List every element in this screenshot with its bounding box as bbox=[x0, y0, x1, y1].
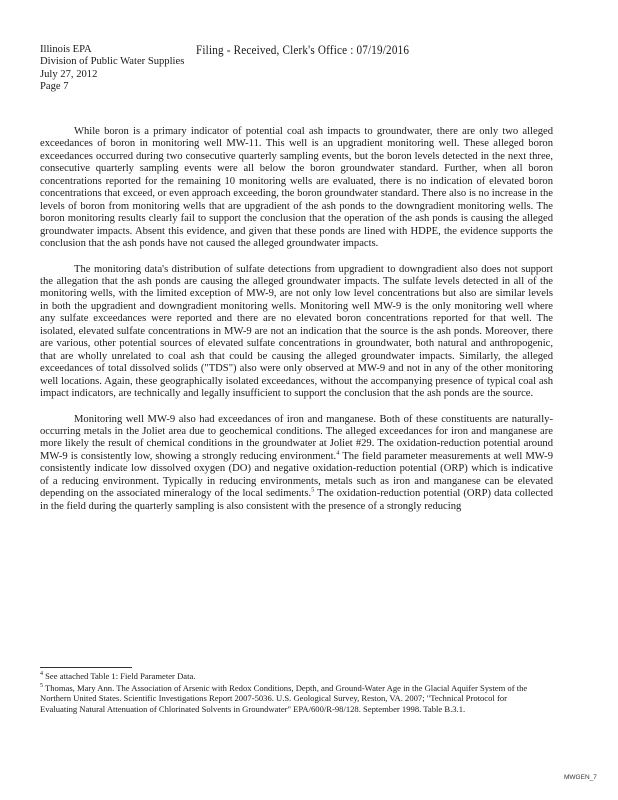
footnote bbox=[40, 683, 540, 715]
footnote-text: See attached Table 1: Field Parameter Data. bbox=[43, 671, 196, 681]
paragraph-text: The field parameter measurements at well MW-9 consistently indicate low dissolved oxygen (DO) and negative oxidation-reduction potential (ORP) which is indicative of a reducing environment. Typically in reducing environments, metals such as iron and manganese can be elevated depending on the associated mineralogy of the local sediments. bbox=[40, 450, 553, 500]
footnote-divider bbox=[40, 667, 132, 668]
footnotes bbox=[40, 671, 540, 715]
footnote-number: 4 bbox=[40, 671, 43, 678]
footnote-ref: 4 bbox=[336, 449, 340, 457]
footnote-ref: 5 bbox=[311, 486, 315, 494]
bates-number: MWGEN_7 bbox=[564, 774, 597, 781]
header-division: Division of Public Water Supplies bbox=[40, 56, 185, 68]
paragraph-iron-manganese bbox=[40, 414, 553, 514]
paragraph-text: The oxidation-reduction potential (ORP) data collected in the field during the quarterly sampling is also consistent with the presence of a strongly reducing bbox=[40, 488, 553, 512]
paragraph-text: Monitoring well MW-9 also had exceedances of iron and manganese. Both of these constituents are naturally-occurring metals in the Joliet area due to geochemical conditions. The alleged exceedances for iron and manganese are more likely the result of chemical conditions in the groundwater at Joliet #29. The oxidation-reduction potential around MW-9 is consistently low, showing a strongly reducing environment. bbox=[40, 413, 553, 462]
footnote bbox=[40, 671, 540, 682]
footnote-text: Thomas, Mary Ann. The Association of Arsenic with Redox Conditions, Depth, and Ground-Water Age in the Glacial Aquifer System of the Northern United States. Scientific Investigations Report 2007-5036. U.S. Geological Survey, Reston, VA. 2007; "Technical Protocol for Evaluating Natural Attenuation of Chlorinated Solvents in Groundwater" EPA/600/R-98/128. September 1998. Table B.3.1. bbox=[40, 682, 528, 714]
header-date: July 27, 2012 bbox=[40, 68, 98, 80]
letter-header bbox=[40, 44, 184, 94]
filing-stamp: Filing - Received, Clerk's Office : 07/19/2016 bbox=[196, 42, 410, 57]
header-agency: Illinois EPA bbox=[40, 44, 92, 55]
header-page-number: Page 7 bbox=[40, 81, 69, 93]
body-text bbox=[40, 126, 553, 526]
paragraph-boron: While boron is a primary indicator of potential coal ash impacts to groundwater, there are only two alleged exceedances of boron in monitoring well MW-11. This well is an upgradient monitoring well. These alleged boron exceedances occurred during two consecutive quarterly sampling events, but the boron levels detected in the next three, consecutive quarterly sampling events were all below the boron groundwater standard. Further, when all boron concentrations reported for the remaining 10 monitoring wells are evaluated, there is no indication of elevated boron concentrations that exceed, or even approach exceeding, the boron groundwater standard. There also is no increase in the levels of boron from monitoring wells that are upgradient of the ash ponds to the downgradient monitoring wells. The boron monitoring results clearly fail to support the conclusion that the operation of the ash ponds is causing the alleged groundwater impacts. Absent this evidence, and given that these ponds are lined with HDPE, the evidence supports the conclusion that the ash ponds have not caused the alleged groundwater impacts. bbox=[40, 126, 553, 250]
footnote-number: 5 bbox=[40, 682, 43, 689]
paragraph-sulfate: The monitoring data's distribution of sulfate detections from upgradient to downgradient also does not support the allegation that the ash ponds are causing the alleged groundwater impacts. The sulfate levels detected in all of the monitoring wells, with the limited exception of MW-9, are not only low level concentrations but also are similar levels in both the upgradient and downgradient monitoring wells. Monitoring well MW-9 is the only monitoring well where any sulfate exceedances were reported and there are no elevated boron concentrations reported for that well. The isolated, elevated sulfate concentrations in MW-9 are not an indication that the source is the ash ponds. Moreover, there are various, other potential sources of elevated sulfate concentrations in groundwater, both natural and anthropogenic, that are wholly unrelated to coal ash that could be causing the alleged groundwater impacts. Similarly, the alleged exceedances of total dissolved solids ("TDS") also were only observed at MW-9 and not in any of the other monitoring well locations. Again, these geographically isolated exceedances, without the accompanying presence of typical coal ash impact indicators, are technically and legally insufficient to support the conclusion that the ash ponds are the source. bbox=[40, 263, 553, 400]
